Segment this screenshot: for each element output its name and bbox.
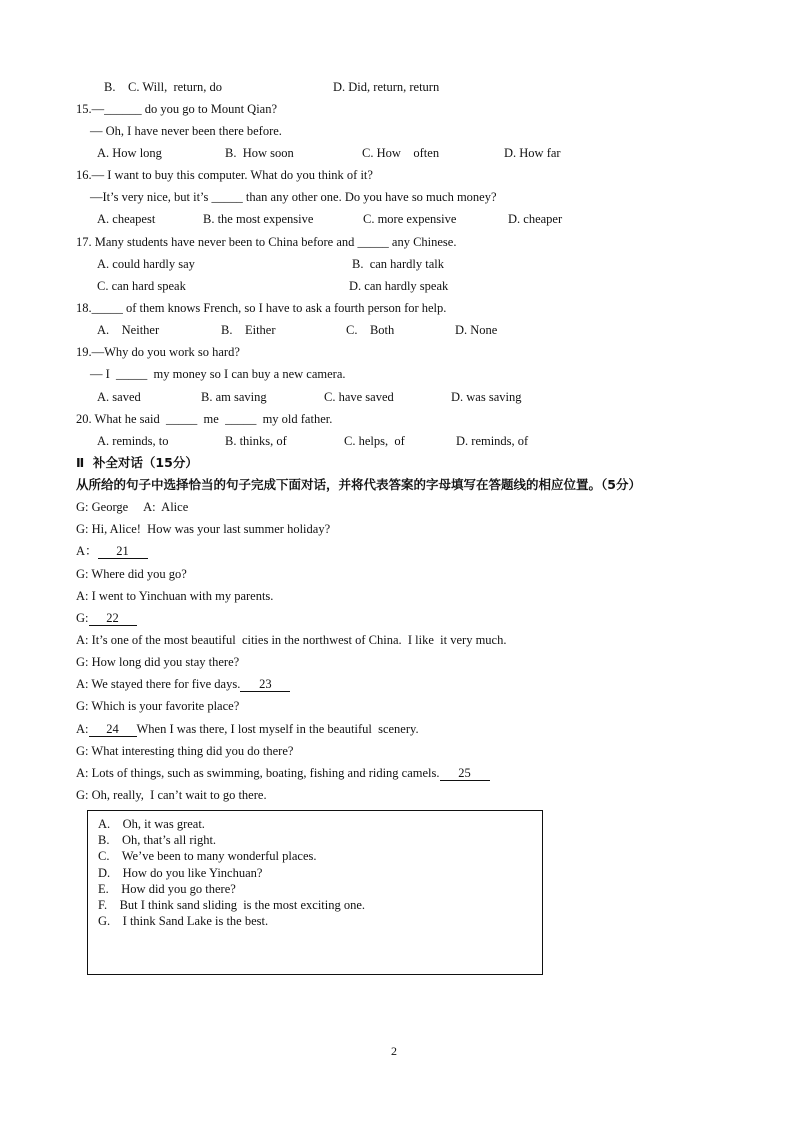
q19-stem: 19.—Why do you work so hard? <box>76 345 240 359</box>
section-instruction: 从所给的句子中选择恰当的句子完成下面对话，并将代表答案的字母填写在答题线的相应位置。（5分） <box>76 477 641 492</box>
dialogue-line: G: Which is your favorite place? <box>76 699 240 713</box>
dialogue-line <box>76 721 419 737</box>
q15-option-b: B. How soon <box>225 146 294 160</box>
dialogue-line <box>76 765 490 781</box>
answer-blank-21: 21 <box>98 544 148 559</box>
q20-stem <box>76 411 332 427</box>
q16-option-b: B. the most expensive <box>203 212 314 226</box>
q18-blank: _____ <box>91 301 123 315</box>
choice-b: B. Oh, that’s all right. <box>98 833 217 847</box>
q15-stem <box>76 101 277 117</box>
q16-option-a: A. cheapest <box>97 212 156 226</box>
q14-option-b-label: B. <box>104 80 116 94</box>
choice-c: C. We’ve been to many wonderful places. <box>98 849 317 863</box>
answer-blank-22: 22 <box>89 611 137 626</box>
choice-e: E. How did you go there? <box>98 882 236 896</box>
q18-stem <box>76 300 446 316</box>
q17-option-b: B. can hardly talk <box>352 257 444 271</box>
q16-stem: 16.— I want to buy this computer. What do you think of it? <box>76 168 373 182</box>
dialogue-line: A: It’s one of the most beautiful cities in the northwest of China. I like it very much. <box>76 633 507 647</box>
q17-stem-after: any Chinese. <box>388 235 457 249</box>
q18-option-d: D. None <box>455 323 498 337</box>
q17-option-a: A. could hardly say <box>97 257 195 271</box>
dialogue-line: G: Where did you go? <box>76 567 187 581</box>
q20-blank-1: _____ <box>166 412 198 426</box>
q19-reply-before: — I <box>90 367 117 381</box>
q16-option-c: C. more expensive <box>363 212 457 226</box>
q16-blank: _____ <box>211 190 243 204</box>
q19-option-b: B. am saving <box>201 390 267 404</box>
answer-blank-25: 25 <box>440 766 490 781</box>
q18-stem-after: of them knows French, so I have to ask a fourth person for help. <box>122 301 447 315</box>
choice-g: G. I think Sand Lake is the best. <box>98 914 269 928</box>
dialogue-line: G: Oh, really, I can’t wait to go there. <box>76 788 267 802</box>
q19-option-d: D. was saving <box>451 390 522 404</box>
dialogue-line <box>76 676 290 692</box>
q18-stem-before: 18. <box>76 301 92 315</box>
choices-box <box>87 810 543 975</box>
q18-option-b: B. Either <box>221 323 276 337</box>
dialogue-line: G: How long did you stay there? <box>76 655 240 669</box>
choice-f: F. But I think sand sliding is the most exciting one. <box>98 898 366 912</box>
dialogue-prefix: G: <box>76 611 89 625</box>
q20-blank-2: _____ <box>225 412 257 426</box>
q20-stem-mid: me <box>197 412 226 426</box>
q17-option-d: D. can hardly speak <box>349 279 449 293</box>
q19-option-c: C. have saved <box>324 390 394 404</box>
q20-option-b: B. thinks, of <box>225 434 287 448</box>
q16-option-d: D. cheaper <box>508 212 563 226</box>
dialogue-line <box>76 610 137 626</box>
q15-stem-text: 15.— <box>76 102 105 116</box>
q15-option-c: C. How often <box>362 146 440 160</box>
dialogue-prefix: A: <box>76 722 89 736</box>
choice-d: D. How do you like Yinchuan? <box>98 866 263 880</box>
q15-stem-after: do you go to Mount Qian? <box>141 102 278 116</box>
q18-option-c: C. Both <box>346 323 395 337</box>
q20-stem-before: 20. What he said <box>76 412 167 426</box>
dialogue-suffix: When I was there, I lost myself in the beautiful scenery. <box>136 722 419 736</box>
dialogue-line <box>76 543 148 559</box>
answer-blank-24: 24 <box>89 722 137 737</box>
dialogue-line: A: I went to Yinchuan with my parents. <box>76 589 274 603</box>
page-number: 2 <box>391 1044 397 1058</box>
q16-reply <box>90 189 497 205</box>
choice-a: A. Oh, it was great. <box>98 817 205 831</box>
dialogue-prefix: A： <box>76 544 98 558</box>
dialogue-prefix: A: We stayed there for five days. <box>76 677 241 691</box>
q19-option-a: A. saved <box>97 390 141 404</box>
q17-blank: _____ <box>357 235 389 249</box>
q19-reply-after: my money so I can buy a new camera. <box>147 367 346 381</box>
q14-option-d: D. Did, return, return <box>333 80 440 94</box>
q14-option-c: C. Will, return, do <box>128 80 223 94</box>
answer-blank-23: 23 <box>240 677 290 692</box>
q17-stem-before: 17. Many students have never been to China before and <box>76 235 358 249</box>
q20-stem-after: my old father. <box>256 412 333 426</box>
q15-option-a: A. How long <box>97 146 162 160</box>
q19-reply <box>90 366 346 382</box>
section-heading: Ⅱ 补全对话（15分） <box>76 455 198 470</box>
dialogue-line: G: George A: Alice <box>76 500 189 514</box>
q15-reply: — Oh, I have never been there before. <box>90 124 282 138</box>
q20-option-c: C. helps, of <box>344 434 405 448</box>
q16-reply-after: than any other one. Do you have so much money? <box>242 190 497 204</box>
dialogue-line: G: Hi, Alice! How was your last summer holiday? <box>76 522 331 536</box>
q20-option-d: D. reminds, of <box>456 434 529 448</box>
q18-option-a: A. Neither <box>97 323 160 337</box>
q17-stem <box>76 234 456 250</box>
q16-reply-before: —It’s very nice, but it’s <box>90 190 212 204</box>
dialogue-line: G: What interesting thing did you do there? <box>76 744 294 758</box>
q15-blank: ______ <box>104 102 142 116</box>
q15-option-d: D. How far <box>504 146 561 160</box>
dialogue-prefix: A: Lots of things, such as swimming, boating, fishing and riding camels. <box>76 766 440 780</box>
q20-option-a: A. reminds, to <box>97 434 169 448</box>
q17-option-c: C. can hard speak <box>97 279 186 293</box>
q19-blank: _____ <box>116 367 148 381</box>
